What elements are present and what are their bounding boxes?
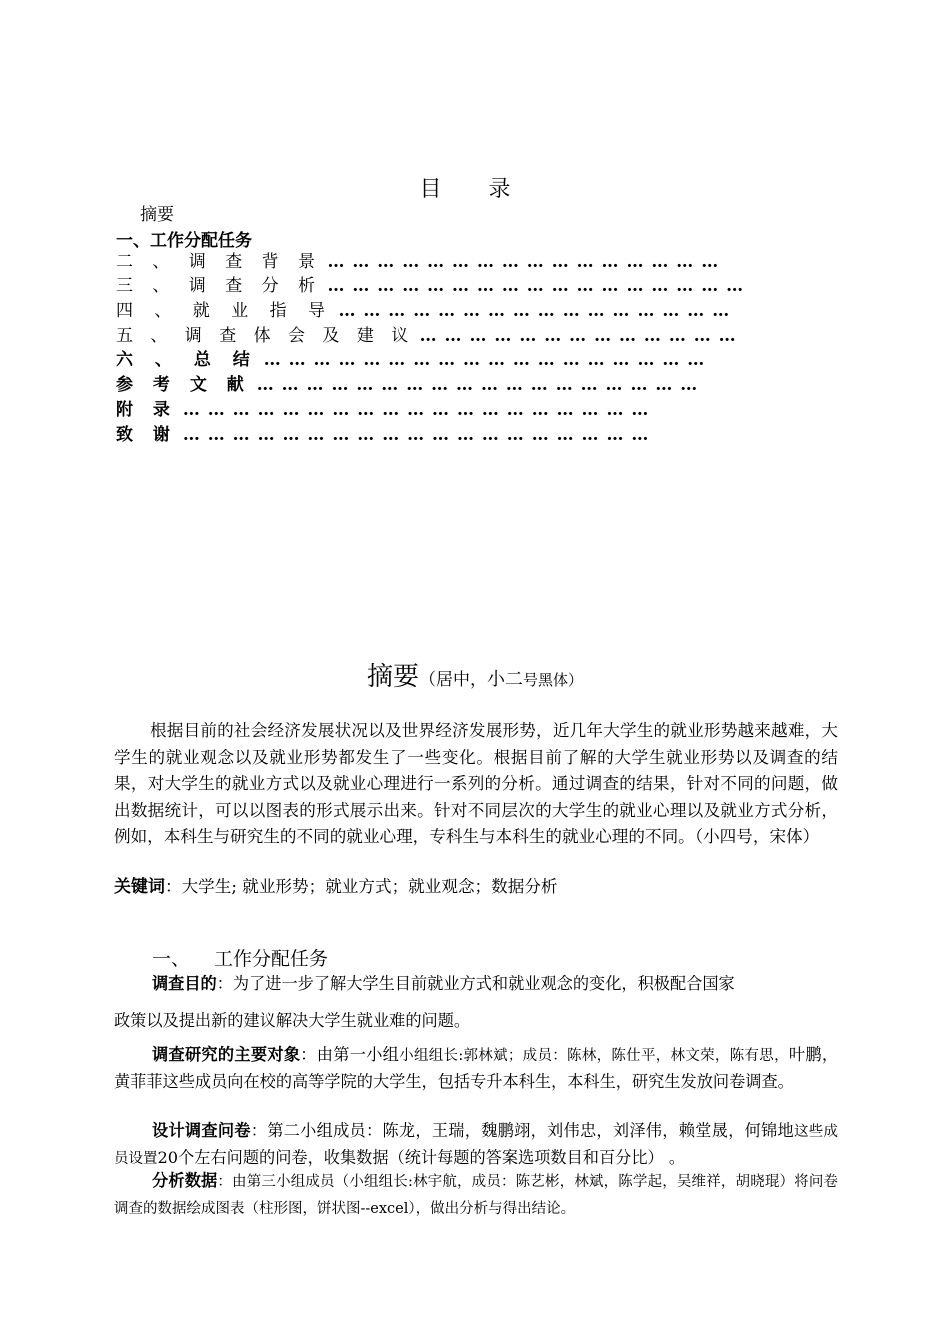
design-label: 设计调查问卷 [152,1121,251,1140]
toc-entry-label: 二 、 调 查 背 景 [116,252,323,272]
abstract-heading: 摘要 [366,662,419,692]
objects-text-b: 小组组长:郭林斌；成员：陈林，陈仕平，林文荣，陈有思， [399,1048,789,1064]
design-text-d: 个左右问题的问卷，收集数据（统计每题的答案选项数目和百分比） 。 [178,1148,686,1167]
objects-paragraph [114,1042,838,1094]
design-text-a: ：第二小组成员：陈龙，王瑞，魏鹏翊，刘伟忠，刘泽伟，赖堂晟，何锦地 [250,1121,794,1140]
toc-entry-leader: … … … … … … … … … … … … … … … … … … … [182,425,650,445]
toc-entry-leader: … … … … … … … … … … … … … [419,326,737,346]
analysis-paragraph [114,1168,838,1222]
keywords-label: 关键词 [114,877,165,897]
abstract-format-note-c: 号黑体） [523,671,584,689]
purpose-paragraph [114,971,838,997]
toc-entry-label: 附 录 [116,400,177,420]
analysis-label: 分析数据 [152,1171,218,1190]
toc-entry [116,299,730,323]
objects-text-a: ：由第一小组 [300,1045,400,1064]
toc-entry-label: 参 考 文 献 [116,375,251,395]
toc-entry-leader: … … … … … … … … … … … … … … … … … [327,276,745,296]
toc-title: 目 录 [419,177,531,202]
toc-abstract-entry: 摘要 [140,205,174,225]
purpose-paragraph-cont: 政策以及提出新的建议解决大学生就业难的问题。 [114,1011,471,1030]
toc-entry-leader: … … … … … … … … … … … … … … … … [327,252,720,272]
abstract-format-note-a: （居中， [419,670,487,690]
toc-entry [116,250,719,274]
toc-entry [116,348,705,372]
abstract-format-note-b: 小二 [487,669,523,690]
toc-entry-label: 致 谢 [116,425,177,445]
toc-entry-label: 三 、 调 查 分 析 [116,276,323,296]
toc-entry-leader: … … … … … … … … … … … … … … … … … … [263,350,706,370]
toc-entry [116,274,744,298]
design-text-b: 这些成员设置 [114,1124,839,1167]
design-paragraph [114,1118,838,1172]
toc-entry-label: 六 、 总 结 [116,350,258,370]
toc-entry-label: 五 、 调 查 体 会 及 建 议 [116,326,415,346]
objects-text-c: 叶鹏，黄菲菲这些成员向在校的高等学院的大学生，包括专升本科生，本科生，研究生发放问卷调查。 [114,1045,839,1091]
analysis-text-a: ：由第三小组成员（小组组长:林宇航，成员：陈艺彬，林斌，陈学起，吴维祥，胡晓 [217,1174,765,1190]
toc-entry [116,398,649,422]
toc-entry-leader: … … … … … … … … … … … … … … … … [338,301,731,321]
toc-entry [116,423,649,447]
analysis-text-b: 琨）将问卷调查的数据绘成图表（柱形图，饼状图--excel），做出分析与得出结论。 [114,1174,838,1217]
section1-number: 一、 [152,948,191,970]
purpose-text: ：为了进一步了解大学生目前就业方式和就业观念的变化，积极配合国家 [216,974,735,993]
toc-section1-entry: 一、工作分配任务 [116,231,252,251]
keywords-line [114,872,558,897]
toc-entry-label: 四 、 就 业 指 导 [116,301,334,321]
section1-heading [152,944,328,971]
purpose-label: 调查目的 [152,974,217,993]
keywords-text: ：大学生; 就业形势；就业方式；就业观念；数据分析 [165,877,558,896]
toc-entry-leader: … … … … … … … … … … … … … … … … … … … [182,400,650,420]
objects-label: 调查研究的主要对象 [152,1045,301,1064]
toc-entry [116,373,698,397]
toc-entry-leader: … … … … … … … … … … … … … … … … … … [256,375,699,395]
design-text-c: 20 [157,1148,179,1167]
toc-entry [116,324,737,348]
abstract-body: 根据目前的社会经济发展状况以及世界经济发展形势，近几年大学生的就业形势越来越难，大学生的就业观念以及就业形势都发生了一些变化。根据目前了解的大学生就业形势以及调查的结果，对大学生的就业方式以及就业心理进行一系列的分析。通过调查的结果，针对不同的问题，做出数据统计，可以以图表的形式展示出来。针对不同层次的大学生的就业心理以及就业方式分析，例如，本科生与研究生的不同的就业心理，专科生与本科生的就业心理的不同。（小四号，宋体） [114,721,838,846]
abstract-title [0,656,950,693]
section1-title: 工作分配任务 [214,948,329,970]
